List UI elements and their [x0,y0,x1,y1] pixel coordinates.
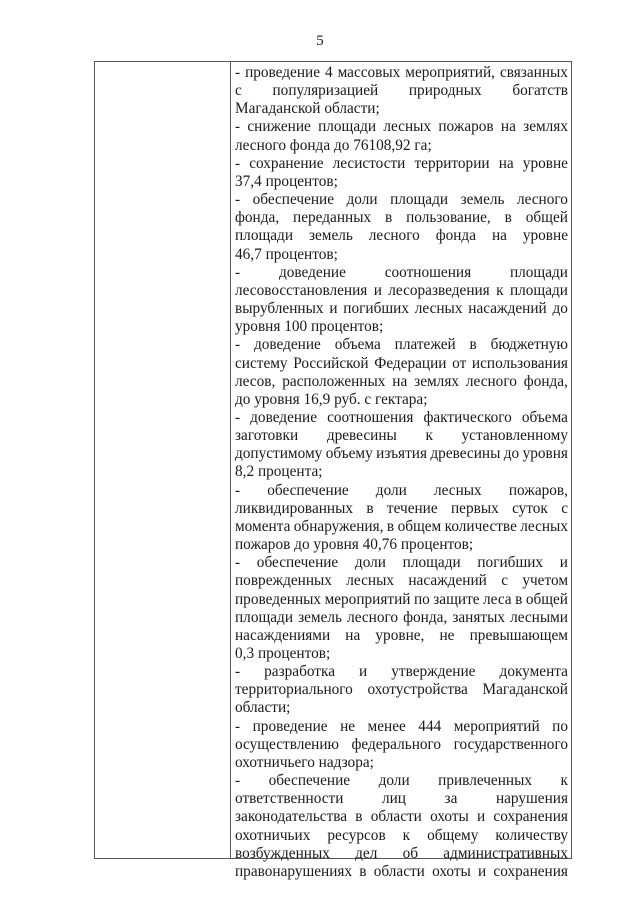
word: обеспечение [252,191,335,209]
word: сохранение [249,154,324,172]
word: уровне [522,227,568,245]
word: погибших [477,554,544,572]
word: мероприятий, [405,64,495,81]
word: лесовосстановления [235,281,368,299]
word: уровне, [375,626,425,644]
text-line [235,808,568,826]
word: по [552,717,568,735]
word: объема [521,408,568,426]
text-line [235,409,568,427]
word: Федерации [374,354,447,372]
text-line [235,300,568,318]
word: Магаданской [482,681,568,699]
word: - [235,481,241,499]
word: насаждений [408,572,487,590]
word: ресурсов [327,826,386,844]
word: - [235,408,241,426]
word: дел [355,844,378,862]
word: - [235,336,241,354]
word: в [366,499,374,517]
word: - [235,772,241,790]
word: Магаданской области; [235,100,380,118]
word: законодательства [235,808,348,826]
word: - [235,263,241,281]
text-line [235,663,568,681]
word: с [235,82,242,100]
word: обеспечение [268,772,351,790]
text-line [235,355,568,373]
word: нарушения [495,790,568,808]
word: земель [308,227,353,245]
word: площади [235,608,294,626]
word: и [477,808,486,826]
word: массовых [337,64,401,81]
word: на [500,118,516,136]
word: лесных [383,118,432,136]
word: до [503,445,520,463]
word: обнаружения, [293,517,384,535]
word: площади [402,554,461,572]
word: площади [509,281,568,299]
word: лесных [433,481,482,499]
word: уровня 100 процентов; [235,318,384,336]
word: уровне [522,154,568,172]
page-number: 5 [316,33,324,49]
word: насаждениями [235,626,331,644]
word: проведенных [235,590,322,608]
word: первых [450,499,499,517]
text-line [235,82,568,100]
word: занятых [452,608,505,626]
word: проведение [252,717,328,735]
word: и [359,663,368,681]
word: в [515,590,523,608]
word: соотношения [327,408,414,426]
text-line [235,591,568,609]
word: количеству [495,826,568,844]
word: снижение [247,118,311,136]
word: лесного [368,227,420,245]
word: погибших [343,300,409,318]
word: фонда, [235,209,280,227]
word: древесины [430,445,501,463]
word: ликвидированных [235,499,354,517]
word: богатств [512,82,568,100]
word: бюджетную [490,336,568,354]
table-right-cell [232,62,571,880]
word: с [561,499,568,517]
word: на [491,227,507,245]
word: пользование, [406,209,491,227]
word: площади [509,263,568,281]
word: и [329,300,338,318]
word: связанных [499,64,568,81]
word: лесных [520,517,568,535]
text-line [235,536,568,554]
word: 444 [418,717,442,735]
word: установленному [461,427,568,445]
word: менее [367,717,406,735]
word: мероприятий [453,717,540,735]
word: 46,7 процентов; [235,245,338,263]
word: доли [354,554,386,572]
word: проведение [245,64,321,81]
text-line [235,845,568,863]
word: обеспечение [267,481,349,499]
word: 0,3 процентов; [235,645,331,662]
word: - [235,191,241,209]
word: общем [397,517,442,535]
word: доведение [253,336,321,354]
text-line [235,572,568,590]
word: изъятия [376,445,427,463]
word: лесного фонда до 76108,92 га; [235,136,432,154]
word: на [392,372,408,390]
word: объему [325,445,373,463]
word: объема [334,336,381,354]
word: - [235,118,241,136]
text-line [235,772,568,790]
document-table [94,61,572,880]
word: лесными [510,608,568,626]
word: не [340,717,356,735]
word: не [439,626,455,644]
word: поврежденных [235,572,332,590]
word: правонарушениях [235,862,353,880]
word: доли [378,772,410,790]
word: территории [414,154,490,172]
word: области; [235,699,291,717]
word: охоты [432,862,471,880]
word: утверждение [391,663,476,681]
word: административных [443,844,568,862]
word: площади [235,227,294,245]
word: в [386,517,395,535]
word: леса [483,590,512,608]
word: и [373,281,382,299]
word: - [235,717,241,735]
text-line [235,191,568,209]
text-line [235,282,568,300]
word: охотничьих [235,826,311,844]
text-line [235,100,568,118]
word: лесоразведения [388,281,490,299]
word: систему [235,354,288,372]
text-line [235,609,568,627]
word: до [552,300,568,318]
word: - [235,554,241,572]
word: лесов, [235,372,276,390]
text-line [235,681,568,699]
word: земель [460,191,505,209]
word: площади [318,118,377,136]
word: превышающем [469,626,568,644]
text-line [235,227,568,245]
word: к [425,427,433,445]
word: федерального [351,735,442,753]
word: древесины [326,427,397,445]
text-line [235,209,568,227]
word: фонда, [523,372,568,390]
text-line [235,391,568,409]
word: количестве [444,517,517,535]
word: общему [427,826,479,844]
text-line [235,373,568,391]
text-line [235,336,568,354]
text-line [235,500,568,518]
word: сохранения [493,862,568,880]
word: - [235,64,241,81]
word: фактического [423,408,512,426]
word: общей [525,590,568,608]
table-left-cell [95,62,231,858]
word: лиц [381,790,406,808]
word: об [402,844,419,862]
word: популяризацией [272,82,379,100]
word: к [402,826,411,844]
word: лесного [465,372,517,390]
word: сохранения [493,808,568,826]
text-line [235,482,568,500]
word: ответственности [235,790,344,808]
text-line [235,173,568,191]
word: в [504,209,512,227]
word: до уровня 16,9 руб. с гектара; [235,390,428,408]
word: землях [414,372,460,390]
text-line [235,736,568,754]
word: в [469,336,477,354]
word: к [560,772,568,790]
word: землях [523,118,568,136]
word: земель [298,608,342,626]
word: лесистости [332,154,406,172]
word: возбужденных [235,844,330,862]
word: государственного [453,735,568,753]
word: в [385,209,393,227]
word: охотничьего надзора; [235,753,374,771]
word: переданных [293,209,372,227]
word: 37,4 процентов; [235,172,338,190]
word: мероприятий [324,590,411,608]
word: насаждений [468,300,547,318]
text-line [235,463,568,481]
text-line [235,518,568,536]
word: к [496,281,504,299]
word: момента [235,517,291,535]
word: за [444,790,458,808]
word: с [501,572,508,590]
word: природных [408,82,482,100]
text-line [235,718,568,736]
text-line [235,264,568,282]
word: пожаров, [508,481,568,499]
text-line [235,445,568,463]
word: - [235,154,241,172]
word: привлеченных [438,772,533,790]
word: учетом [522,572,568,590]
word: по [413,590,430,608]
word: Российской [293,354,369,372]
word: в [355,808,363,826]
text-line [235,118,568,136]
text-line [235,155,568,173]
text-line [235,246,568,264]
word: использования [471,354,568,372]
word: доведение [250,408,318,426]
word: и [478,862,487,880]
word: лесного [347,608,399,626]
text-line [235,863,568,881]
text-line [235,790,568,808]
word: лесного [516,191,568,209]
word: расположенных [282,372,386,390]
word: доведение [278,263,346,281]
word: соотношения [384,263,472,281]
word: заготовки [235,427,299,445]
word: платежей [394,336,456,354]
word: области [370,808,422,826]
word: 8,2 процента; [235,463,323,481]
word: лесных [346,572,395,590]
text-line [235,64,568,82]
word: области [373,862,425,880]
word: от [452,354,467,372]
word: охотустройства [367,681,468,699]
word: разработка [264,663,335,681]
word: площади [390,191,449,209]
text-line [235,699,568,717]
word: 4 [324,64,333,81]
word: охоты [430,808,469,826]
text-line [235,627,568,645]
text-line [235,427,568,445]
word: уровня [522,445,568,463]
text-line [235,318,568,336]
word: лесных [414,300,463,318]
text-line [235,137,568,155]
word: в [359,862,367,880]
word: пожаров до уровня 40,76 процентов; [235,536,474,554]
word: пожаров [438,118,494,136]
word: течение [386,499,438,517]
text-line [235,827,568,845]
word: обеспечение [256,554,339,572]
text-line [235,554,568,572]
word: территориального [235,681,353,699]
word: общей [525,209,568,227]
word: - [235,663,241,681]
word: доли [346,191,378,209]
word: осуществлению [235,735,339,753]
word: на [498,154,514,172]
text-line [235,645,568,663]
word: фонда [435,227,477,245]
word: суток [512,499,548,517]
word: фонда, [403,608,448,626]
word: и [559,554,568,572]
word: доли [375,481,407,499]
text-line [235,754,568,772]
word: защите [433,590,480,608]
word: допустимому [235,445,323,463]
word: на [345,626,361,644]
word: документа [499,663,568,681]
word: вырубленных [235,300,324,318]
